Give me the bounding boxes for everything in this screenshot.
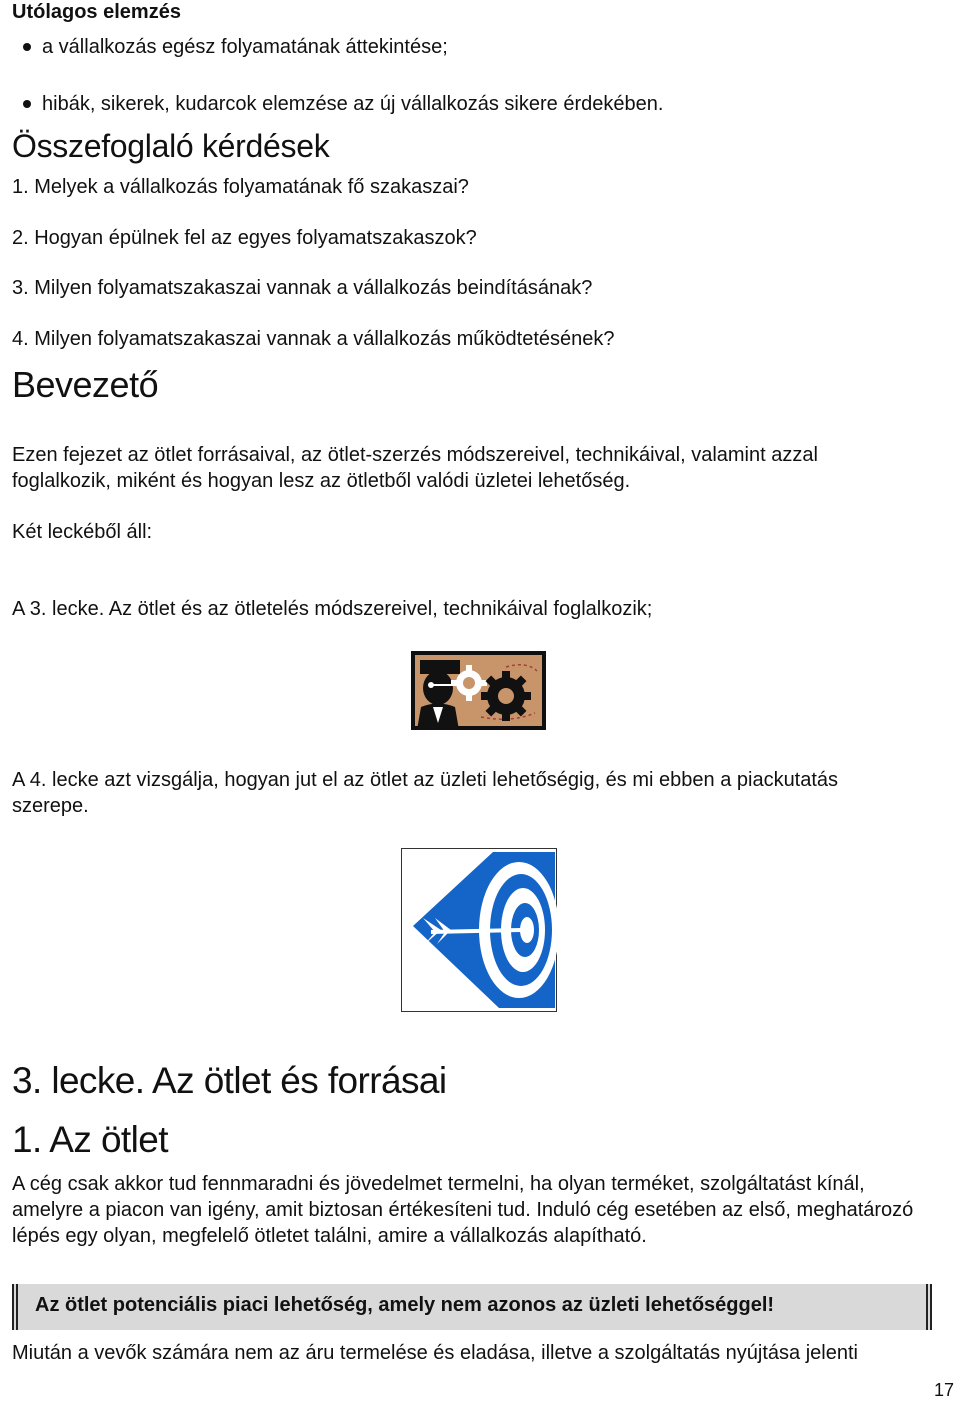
- bullet-icon: [23, 43, 31, 51]
- continuation-text: Miután a vevők számára nem az áru termelése és eladása, illetve a szolgáltatás nyújtása jelenti: [12, 1342, 858, 1364]
- page-number: 17: [934, 1380, 955, 1400]
- intro-paragraph: Ezen fejezet az ötlet forrásaival, az ötlet-szerzés módszereivel, technikáival, valamint azzal foglalkozik, miként és hogyan lesz az ötletből valódi üzletei lehetőség.: [12, 444, 818, 492]
- bullet-icon: [23, 100, 31, 108]
- section-title-post-analysis: Utólagos elemzés: [12, 1, 181, 23]
- question-item: 2. Hogyan épülnek fel az egyes folyamatszakaszok?: [12, 227, 477, 249]
- callout-box: [12, 1284, 932, 1330]
- lesson-subheading: 1. Az ötlet: [12, 1119, 168, 1160]
- target-arrow-illustration: [401, 848, 557, 1012]
- parts-label: Két leckéből áll:: [12, 521, 153, 543]
- questions-heading: Összefoglaló kérdések: [12, 128, 330, 164]
- idea-gears-illustration: [411, 651, 546, 730]
- lesson4-description: A 4. lecke azt vizsgálja, hogyan jut el az ötlet az üzleti lehetőségig, és mi ebben a piackutatás szerepe.: [12, 769, 839, 817]
- question-item: 4. Milyen folyamatszakaszai vannak a vállalkozás működtetésének?: [12, 328, 615, 350]
- lesson-heading: 3. lecke. Az ötlet és forrásai: [12, 1060, 447, 1101]
- bullet-item: a vállalkozás egész folyamatának áttekintése;: [42, 36, 448, 58]
- lesson3-description: A 3. lecke. Az ötlet és az ötletelés módszereivel, technikáival foglalkozik;: [12, 598, 653, 620]
- bullet-item: hibák, sikerek, kudarcok elemzése az új vállalkozás sikere érdekében.: [42, 93, 664, 115]
- question-item: 1. Melyek a vállalkozás folyamatának fő szakaszai?: [12, 176, 469, 198]
- question-item: 3. Milyen folyamatszakaszai vannak a vállalkozás beindításának?: [12, 277, 593, 299]
- callout-text: Az ötlet potenciális piaci lehetőség, amely nem azonos az üzleti lehetőséggel!: [35, 1294, 775, 1316]
- lesson-paragraph: A cég csak akkor tud fennmaradni és jövedelmet termelni, ha olyan terméket, szolgáltatást kínál, amelyre a piacon van igény, amit biztosan értékesíteni tud. Induló cég esetében az első, meghatározó lépés egy olyan, megfelelő ötletet találni, amire a vállalkozás alapítható.: [12, 1173, 914, 1247]
- intro-heading: Bevezető: [12, 364, 159, 405]
